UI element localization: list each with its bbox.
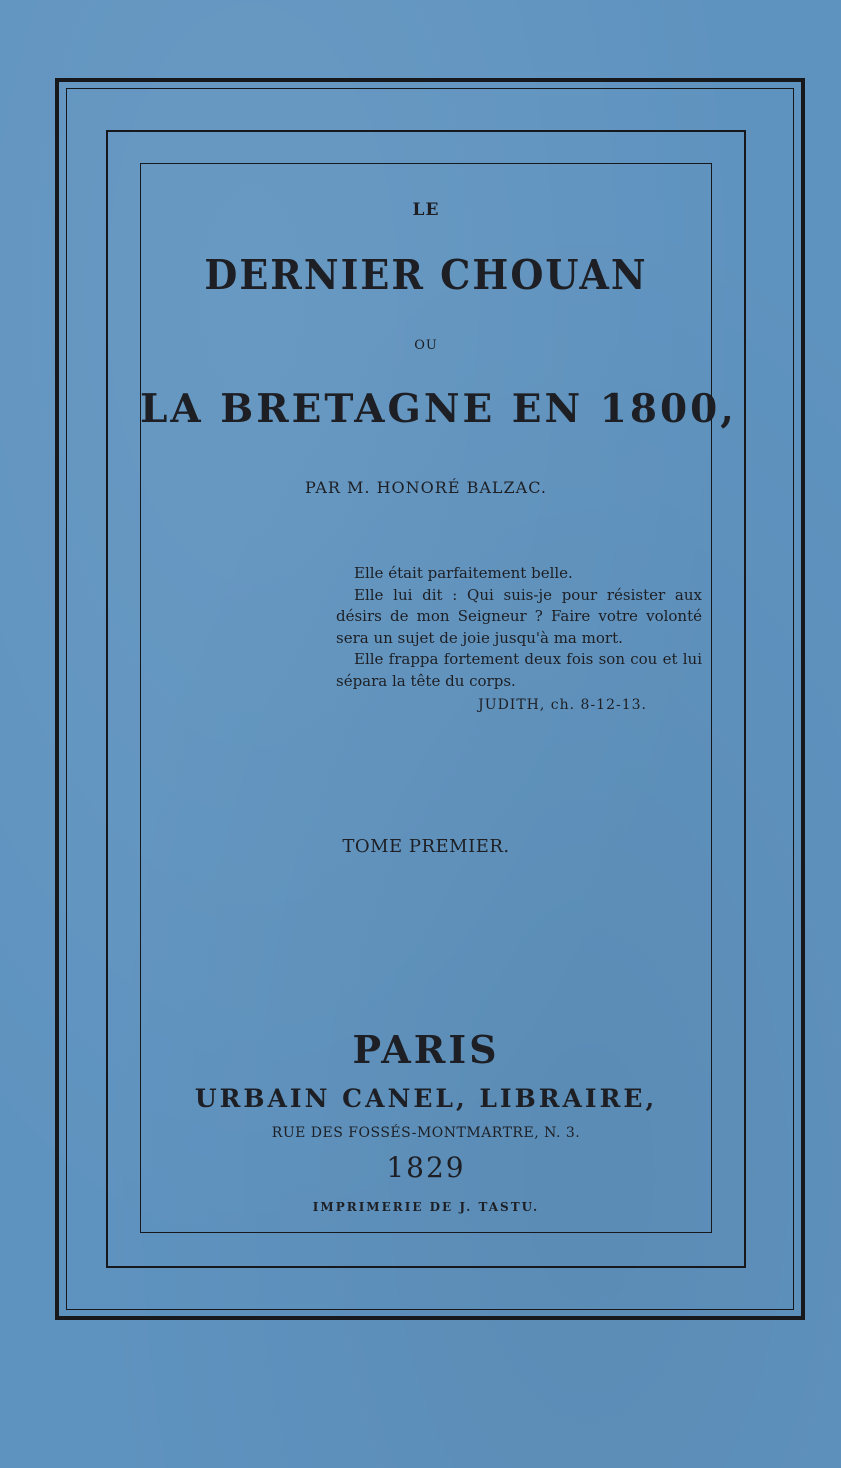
book-subtitle: LA BRETAGNE EN 1800,: [140, 386, 737, 432]
publisher-name: URBAIN CANEL, LIBRAIRE,: [194, 1084, 658, 1113]
epigraph-line: Elle lui dit : Qui suis-je pour résister aux désirs de mon Seigneur ? Faire votre volonté sera un sujet de joie jusqu'à ma mort.: [336, 585, 702, 647]
publisher-address: RUE DES FOSSÉS-MONTMARTRE, N. 3.: [271, 1125, 581, 1141]
publication-city: PARIS: [352, 1027, 500, 1072]
book-title: DERNIER CHOUAN: [204, 250, 648, 299]
epigraph-line: Elle frappa fortement deux fois son cou et lui sépara la tête du corps.: [336, 650, 702, 690]
author-line: PAR M. HONORÉ BALZAC.: [305, 478, 547, 497]
epigraph-line: Elle était parfaitement belle.: [354, 564, 573, 582]
publication-year: 1829: [386, 1151, 466, 1184]
epigraph: [336, 563, 702, 717]
epigraph-citation: JUDITH, ch. 8-12-13.: [478, 697, 647, 713]
title-prefix: LE: [412, 200, 440, 220]
title-conjunction: OU: [414, 338, 438, 353]
printer-imprint: IMPRIMERIE DE J. TASTU.: [312, 1200, 540, 1214]
volume-label: TOME PREMIER.: [342, 836, 510, 857]
